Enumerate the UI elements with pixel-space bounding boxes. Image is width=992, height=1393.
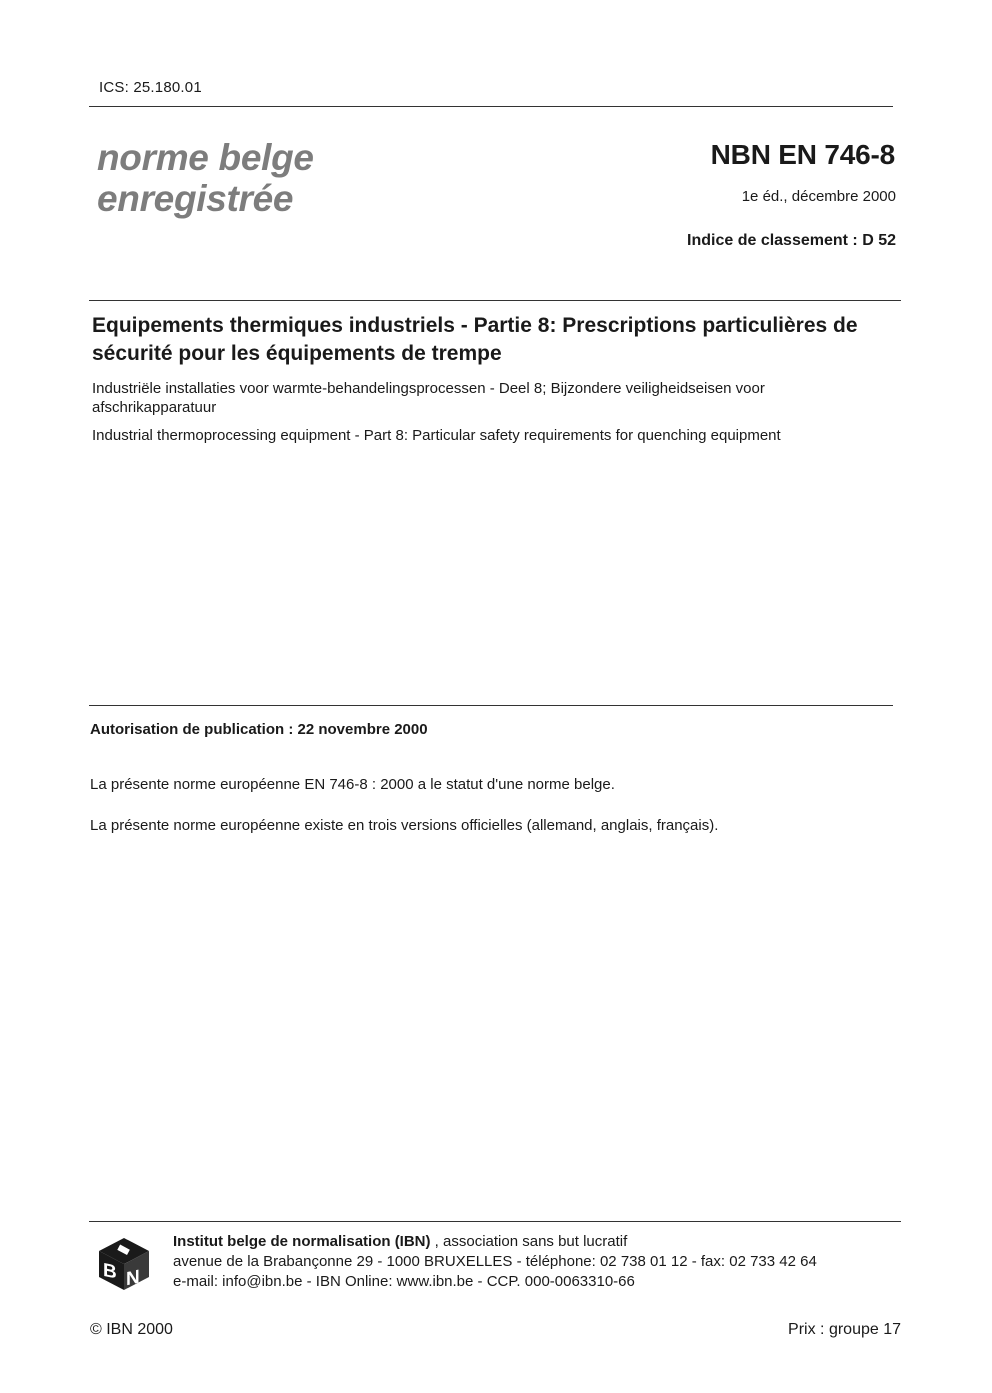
svg-text:N: N [126,1266,140,1291]
footer-address: avenue de la Brabançonne 29 - 1000 BRUXELLES - téléphone: 02 738 01 12 - fax: 02 733 42 64 [173,1253,817,1270]
edition-date: 1e éd., décembre 2000 [741,188,896,205]
footer-org-line [173,1232,817,1252]
svg-text:B: B [103,1259,117,1284]
status-statement: La présente norme européenne EN 746-8 : 2000 a le statut d'une norme belge. [90,776,615,793]
brand-line-1: norme belge [97,137,314,178]
ics-code: ICS: 25.180.01 [99,79,202,96]
footer-contact: e-mail: info@ibn.be - IBN Online: www.ibn.be - CCP. 000-0063310-66 [173,1273,635,1290]
footer-divider [89,1221,901,1222]
top-divider [89,106,893,107]
org-suffix: , association sans but lucratif [430,1233,628,1250]
ibn-logo-icon [95,1234,153,1292]
classification-index: Indice de classement : D 52 [687,232,896,249]
title-dutch: Industriële installaties voor warmte-behandelingsprocessen - Deel 8; Bijzondere veiligheidseisen voor afschrikapparatuur [92,380,765,416]
versions-statement: La présente norme européenne existe en trois versions officielles (allemand, anglais, français). [90,817,719,834]
publication-authorization: Autorisation de publication : 22 novembre 2000 [90,721,428,738]
brand-title [97,137,314,219]
footer-organization [173,1232,817,1292]
copyright-notice: © IBN 2000 [90,1321,173,1338]
title-divider [89,300,901,301]
org-name: Institut belge de normalisation (IBN) [173,1233,431,1250]
price-group: Prix : groupe 17 [788,1321,901,1338]
brand-line-2: enregistrée [97,178,294,219]
title-english: Industrial thermoprocessing equipment - Part 8: Particular safety requirements for quenching equipment [92,427,781,444]
body-divider [89,705,893,706]
title-french: Equipements thermiques industriels - Partie 8: Prescriptions particulières de sécurité pour les équipements de trempe [92,314,858,365]
standard-number: NBN EN 746-8 [710,139,895,170]
